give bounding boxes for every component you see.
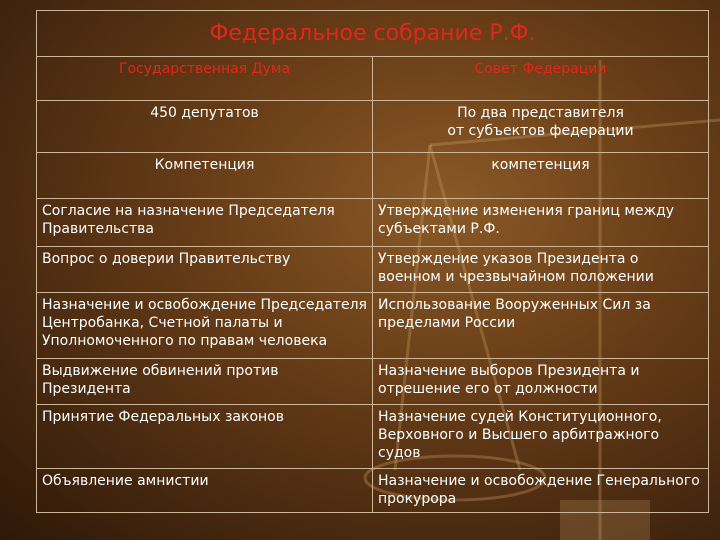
council-cell: Назначение выборов Президента и отрешение его от должности	[373, 359, 709, 405]
duma-cell: Принятие Федеральных законов	[37, 405, 373, 469]
table-row	[37, 247, 709, 293]
table-row	[37, 199, 709, 247]
council-composition-line-2: от субъектов федерации	[447, 123, 634, 139]
table-row	[37, 469, 709, 513]
duma-cell: Вопрос о доверии Правительству	[37, 247, 373, 293]
duma-cell: Объявление амнистии	[37, 469, 373, 513]
council-cell: Использование Вооруженных Сил за пределами России	[373, 293, 709, 359]
duma-cell: Назначение и освобождение Председателя Центробанка, Счетной палаты и Уполномоченного по правам человека	[37, 293, 373, 359]
duma-cell: Выдвижение обвинений против Президента	[37, 359, 373, 405]
council-cell: Назначение и освобождение Генерального прокурора	[373, 469, 709, 513]
council-composition-line-1: По два представителя	[457, 105, 624, 121]
table-row	[37, 293, 709, 359]
column-header-duma: Государственная Дума	[37, 57, 373, 101]
council-composition	[373, 101, 709, 153]
duma-composition: 450 депутатов	[37, 101, 373, 153]
table-row	[37, 359, 709, 405]
council-competence-label: компетенция	[373, 153, 709, 199]
duma-competence-label: Компетенция	[37, 153, 373, 199]
table-row	[37, 405, 709, 469]
duma-cell: Согласие на назначение Председателя Правительства	[37, 199, 373, 247]
table-title: Федеральное собрание Р.Ф.	[37, 11, 709, 57]
council-cell: Утверждение изменения границ между субъектами Р.Ф.	[373, 199, 709, 247]
council-cell: Утверждение указов Президента о военном и чрезвычайном положении	[373, 247, 709, 293]
council-cell: Назначение судей Конституционного, Верховного и Высшего арбитражного судов	[373, 405, 709, 469]
column-header-council: Совет Федерации	[373, 57, 709, 101]
federal-assembly-table	[36, 10, 709, 513]
